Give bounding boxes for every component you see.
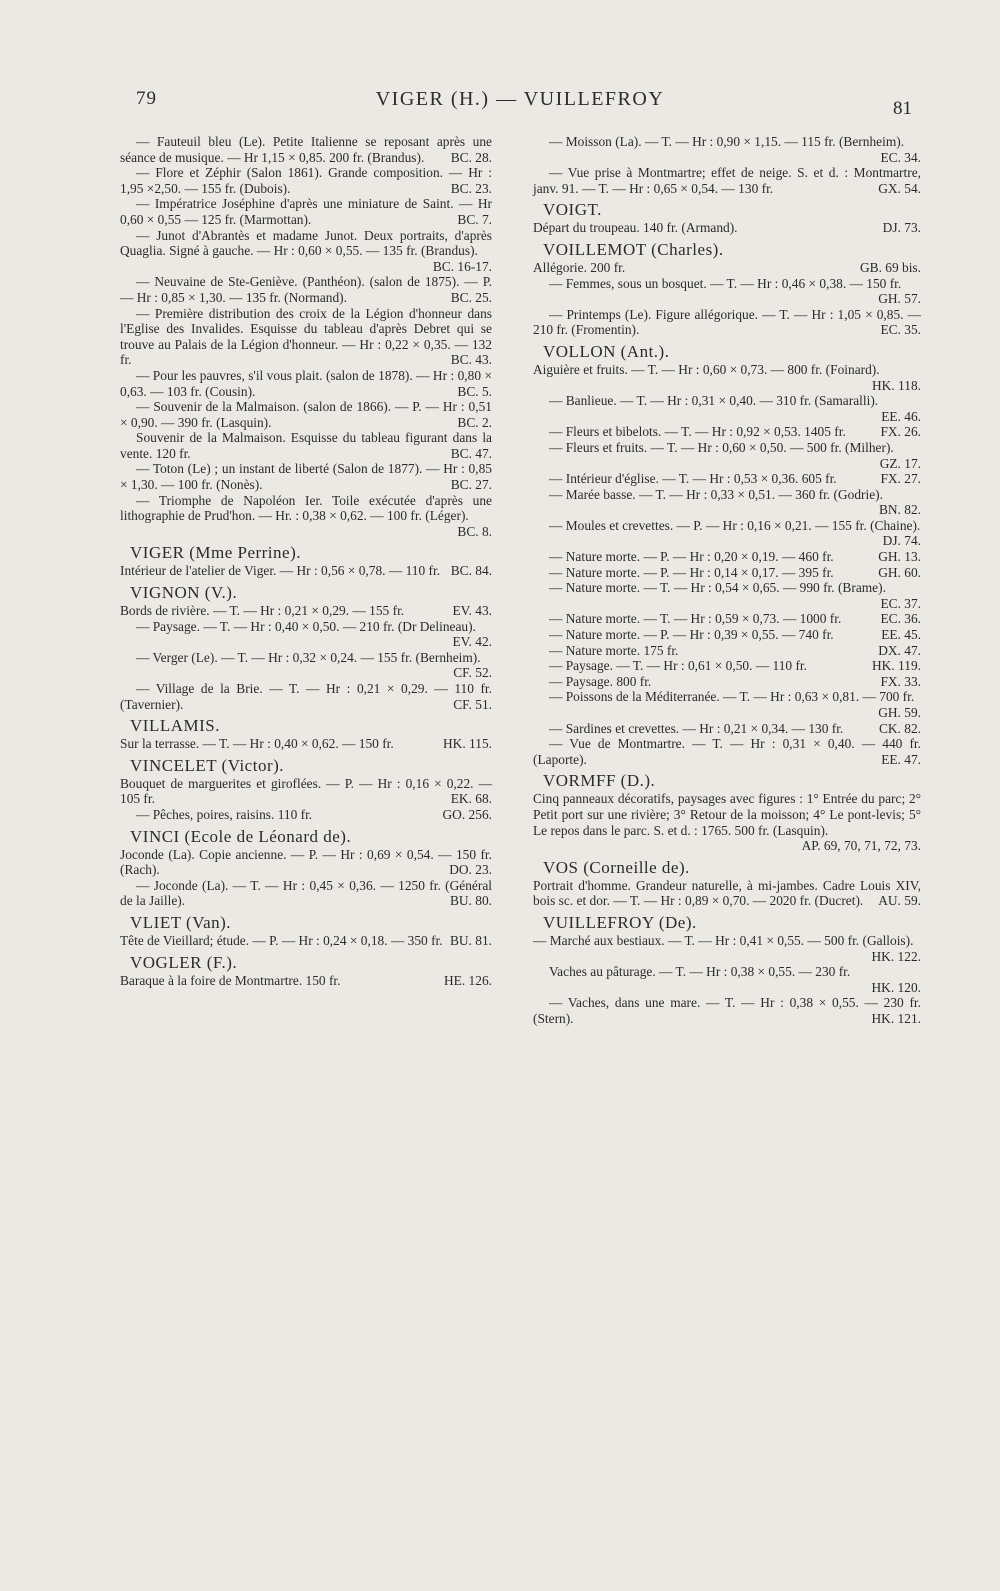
catalogue-entry (533, 471, 921, 487)
entry-text: Bords de rivière. — T. — Hr : 0,21 × 0,29. — 155 fr. (120, 603, 405, 619)
catalogue-entry (533, 424, 921, 440)
catalogue-entry (120, 650, 492, 681)
entry-text: Bouquet de marguerites et giroflées. — P. — Hr : 0,16 × 0,22. — 105 fr. (120, 775, 492, 807)
sale-reference: HK. 122. (871, 948, 921, 964)
entry-text: Sur la terrasse. — T. — Hr : 0,40 × 0,62. — 150 fr. (120, 736, 394, 752)
entry-text: — Moules et crevettes. — P. — Hr : 0,16 × 0,21. — 155 fr. (Chaine). (549, 517, 921, 533)
catalogue-entry (533, 674, 921, 690)
sale-reference: EC. 35. (880, 322, 921, 338)
entry-text: — Junot d'Abrantès et madame Junot. Deux portraits, d'après Quaglia. Signé à gauche. — Hr : 0,60 × 0,55. — 135 fr. (Brandus). (120, 227, 492, 259)
catalogue-entry (533, 721, 921, 737)
catalogue-entry (533, 627, 921, 643)
entry-text: — Village de la Brie. — T. — Hr : 0,21 × 0,29. — 110 fr. (Tavernier). (120, 681, 492, 712)
sale-reference: HK. 118. (872, 377, 921, 393)
sale-reference: BU. 81. (449, 932, 492, 948)
sale-reference: CK. 82. (878, 720, 921, 736)
catalogue-entry (533, 878, 921, 909)
catalogue-entry (533, 565, 921, 581)
entry-text: — Poissons de la Méditerranée. — T. — Hr : 0,63 × 0,81. — 700 fr. (549, 689, 915, 705)
left-column (120, 134, 492, 988)
page-number-left: 79 (136, 88, 157, 109)
entry-text: Aiguière et fruits. — T. — Hr : 0,60 × 0,73. — 800 fr. (Foinard). (533, 361, 880, 377)
page-number-right: 81 (893, 98, 912, 119)
sale-reference: BC. 27. (450, 477, 492, 493)
sale-reference: GH. 60. (878, 564, 921, 580)
sale-reference: DO. 23. (449, 862, 492, 878)
entry-text: Souvenir de la Malmaison. Esquisse du tableau figurant dans la vente. 120 fr. (120, 430, 492, 461)
entry-text: — Intérieur d'église. — T. — Hr : 0,53 × 0,36. 605 fr. (549, 471, 837, 487)
catalogue-entry (120, 461, 492, 492)
catalogue-entry (533, 736, 921, 767)
catalogue-entry (533, 393, 921, 424)
entry-text: Baraque à la foire de Montmartre. 150 fr. (120, 972, 341, 988)
sale-reference: BU. 80. (449, 893, 492, 909)
sale-reference: EV. 42. (452, 634, 492, 650)
sale-reference: DJ. 74. (882, 533, 921, 549)
sale-reference: GH. 13. (878, 549, 921, 565)
catalogue-entry (533, 362, 921, 393)
entry-text: — Nature morte. — P. — Hr : 0,39 × 0,55. — 740 fr. (549, 627, 834, 643)
entry-text: — Pour les pauvres, s'il vous plait. (salon de 1878). — Hr : 0,80 × 0,63. — 103 fr. (Cousin). (120, 367, 492, 399)
entry-text: — Femmes, sous un bosquet. — T. — Hr : 0,46 × 0,38. — 150 fr. (549, 275, 902, 291)
artist-heading: VIGER (Mme Perrine). (130, 543, 301, 563)
entry-text: — Fleurs et fruits. — T. — Hr : 0,60 × 0,50. — 500 fr. (Milher). (549, 439, 894, 455)
artist-heading: VINCELET (Victor). (130, 755, 285, 775)
sale-reference: FX. 26. (880, 424, 921, 440)
catalogue-entry (533, 995, 921, 1026)
sale-reference: GX. 54. (878, 180, 921, 196)
entry-text: — Impératrice Joséphine d'après une miniature de Saint. — Hr 0,60 × 0,55 — 125 fr. (Marmottan). (120, 196, 492, 227)
entry-text: — Marché aux bestiaux. — T. — Hr : 0,41 × 0,55. — 500 fr. (Gallois). (533, 932, 914, 948)
artist-heading: VOS (Corneille de). (543, 857, 690, 877)
sale-reference: HK. 121. (871, 1010, 921, 1026)
sale-reference: BC. 5. (457, 383, 492, 399)
catalogue-entry (120, 399, 492, 430)
catalogue-entry (120, 603, 492, 619)
sale-reference: GO. 256. (442, 806, 492, 822)
catalogue-entry (120, 776, 492, 807)
entry-text: Intérieur de l'atelier de Viger. — Hr : 0,56 × 0,78. — 110 fr. (120, 563, 441, 579)
sale-reference: GH. 57. (878, 291, 921, 307)
entry-text: — Paysage. — T. — Hr : 0,40 × 0,50. — 210 fr. (Dr Delineau). (136, 618, 476, 634)
sale-reference: HE. 126. (444, 972, 492, 988)
sale-reference: GB. 69 bis. (859, 259, 921, 275)
sale-reference: HK. 115. (443, 736, 492, 752)
entry-text: — Paysage. — T. — Hr : 0,61 × 0,50. — 110 fr. (549, 658, 807, 674)
catalogue-entry (533, 964, 921, 995)
sale-reference: BC. 8. (457, 523, 492, 539)
entry-text: — Neuvaine de Ste-Geniève. (Panthéon). (salon de 1875). — P. — Hr : 0,85 × 1,30. — 135 fr. (Normand). (120, 274, 492, 305)
entry-text: — Banlieue. — T. — Hr : 0,31 × 0,40. — 310 fr. (Samaralli). (549, 393, 879, 409)
entry-text: — Moisson (La). — T. — Hr : 0,90 × 1,15. — 115 fr. (Bernheim). (549, 134, 905, 149)
sale-reference: BC. 84. (450, 563, 492, 579)
entry-text: — Flore et Zéphir (Salon 1861). Grande composition. — Hr : 1,95 ×2,50. — 155 fr. (Dubois). (120, 165, 492, 196)
catalogue-entry (120, 878, 492, 909)
catalogue-entry (120, 134, 492, 165)
artist-heading: VOLLON (Ant.). (543, 341, 670, 361)
catalogue-entry (120, 681, 492, 712)
artist-heading: VOIGT. (543, 200, 602, 220)
entry-text: Cinq panneaux décoratifs, paysages avec figures : 1° Entrée du parc; 2° Petit port sur une rivière; 3° Retour de la moisson; 4° Le pont-levis; 5° Le repos dans le parc. S. et d. : 1765. 500 fr. (Lasquin). (533, 791, 921, 838)
sale-reference: FX. 33. (880, 673, 921, 689)
catalogue-entry (533, 134, 921, 165)
catalogue-entry (533, 689, 921, 720)
catalogue-entry (533, 440, 921, 471)
catalogue-entry (120, 368, 492, 399)
entry-text: — Nature morte. — P. — Hr : 0,14 × 0,17. — 395 fr. (549, 564, 834, 580)
artist-heading: VOGLER (F.). (130, 952, 238, 972)
entry-text: — Vue prise à Montmartre; effet de neige. S. et d. : Montmartre, janv. 91. — T. — Hr : 0,65 × 0,54. — 130 fr. (533, 165, 921, 196)
catalogue-entry (533, 260, 921, 276)
entry-text: — Pêches, poires, raisins. 110 fr. (136, 806, 313, 822)
artist-heading: VORMFF (D.). (543, 771, 656, 791)
sale-reference: EK. 68. (450, 791, 492, 807)
sale-reference: BC. 23. (450, 180, 492, 196)
catalogue-entry (120, 563, 492, 579)
entry-text: — Nature morte. — T. — Hr : 0,59 × 0,73. — 1000 fr. (549, 611, 842, 627)
entry-text: — Marée basse. — T. — Hr : 0,33 × 0,51. — 360 fr. (Godrie). (549, 486, 883, 502)
sale-reference: EV. 43. (452, 603, 492, 619)
sale-reference: DX. 47. (878, 642, 921, 658)
catalogue-entry (533, 487, 921, 518)
artist-heading: VOILLEMOT (Charles). (543, 239, 724, 259)
sale-reference: EC. 34. (880, 149, 921, 165)
entry-text: — Nature morte. — T. — Hr : 0,54 × 0,65. — 990 fr. (Brame). (549, 580, 886, 596)
catalogue-entry (120, 430, 492, 461)
catalogue-entry (120, 196, 492, 227)
sale-reference: EE. 46. (881, 408, 921, 424)
entry-text: — Souvenir de la Malmaison. (salon de 1866). — P. — Hr : 0,51 × 0,90. — 390 fr. (Lasquin). (120, 399, 492, 430)
sale-reference: BC. 2. (457, 414, 492, 430)
catalogue-entry (120, 847, 492, 878)
entry-text: — Nature morte. — P. — Hr : 0,20 × 0,19. — 460 fr. (549, 549, 834, 565)
sale-reference: EE. 47. (881, 751, 921, 767)
sale-reference: BC. 28. (450, 149, 492, 165)
catalogue-entry (120, 274, 492, 305)
catalogue-entry (533, 165, 921, 196)
sale-reference: BC. 16-17. (432, 258, 492, 274)
sale-reference: BC. 43. (450, 352, 492, 368)
artist-heading: VIGNON (V.). (130, 583, 238, 603)
entry-text: — Triomphe de Napoléon Ier. Toile exécutée d'après une lithographie de Prud'hon. — Hr. : 0,38 × 0,62. — 100 fr. (Léger). (120, 492, 492, 524)
right-column (533, 134, 921, 1027)
sale-reference: CF. 51. (453, 696, 492, 712)
entry-text: — Fleurs et bibelots. — T. — Hr : 0,92 × 0,53. 1405 fr. (549, 424, 846, 440)
artist-heading: VINCI (Ecole de Léonard de). (130, 826, 352, 846)
entry-text: — Verger (Le). — T. — Hr : 0,32 × 0,24. — 155 fr. (Bernheim). (136, 649, 481, 665)
catalogue-entry (533, 643, 921, 659)
catalogue-entry (120, 807, 492, 823)
catalogue-entry (120, 165, 492, 196)
sale-reference: BN. 82. (878, 502, 921, 518)
entry-text: — Toton (Le) ; un instant de liberté (Salon de 1877). — Hr : 0,85 × 1,30. — 100 fr. (Nonès). (120, 461, 492, 493)
catalogue-entry (533, 220, 921, 236)
sale-reference: EC. 37. (880, 595, 921, 611)
sale-reference: GZ. 17. (879, 455, 921, 471)
sale-reference: HK. 119. (872, 658, 921, 674)
sale-reference: EE. 45. (881, 627, 921, 643)
entry-text: Portrait d'homme. Grandeur naturelle, à mi-jambes. Cadre Louis XIV, bois sc. et dor. — T. — Hr : 0,89 × 0,70. — 2020 fr. (Ducret). (533, 877, 921, 909)
sale-reference: EC. 36. (880, 611, 921, 627)
entry-text: — Paysage. 800 fr. (549, 673, 652, 689)
catalogue-entry (533, 658, 921, 674)
sale-reference: HK. 120. (871, 979, 921, 995)
catalogue-entry (120, 306, 492, 368)
catalogue-entry (120, 933, 492, 949)
entry-text: Vaches au pâturage. — T. — Hr : 0,38 × 0,55. — 230 fr. (549, 964, 851, 980)
sale-reference: BC. 25. (450, 289, 492, 305)
entry-text: — Nature morte. 175 fr. (549, 642, 679, 658)
catalogue-entry (533, 611, 921, 627)
catalogue-entry (533, 933, 921, 964)
sale-reference: BC. 7. (457, 211, 492, 227)
entry-text: Allégorie. 200 fr. (533, 259, 626, 275)
catalogue-entry (533, 549, 921, 565)
catalogue-entry (533, 276, 921, 307)
entry-text: — Sardines et crevettes. — Hr : 0,21 × 0,34. — 130 fr. (549, 720, 844, 736)
catalogue-entry (120, 493, 492, 540)
catalogue-entry (533, 791, 921, 853)
entry-text: Départ du troupeau. 140 fr. (Armand). (533, 220, 738, 236)
sale-reference: DJ. 73. (882, 220, 921, 236)
catalogue-entry (120, 228, 492, 275)
sale-reference: CF. 52. (453, 665, 492, 681)
entry-text: — Vaches, dans une mare. — T. — Hr : 0,38 × 0,55. — 230 fr. (Stern). (533, 995, 921, 1026)
catalogue-entry (120, 736, 492, 752)
running-title: VIGER (H.) — VUILLEFROY (375, 88, 665, 110)
catalogue-entry (533, 307, 921, 338)
sale-reference: BC. 47. (450, 445, 492, 461)
entry-text: — Première distribution des croix de la Légion d'honneur dans l'Eglise des Invalides. Esquisse du tableau d'après Debret qui se trouve au Palais de la Légion d'honneur. — Hr : 0,22 × 0,35. — 132 fr. (120, 305, 492, 368)
sale-reference: GH. 59. (878, 705, 921, 720)
page-header (128, 82, 912, 119)
sale-reference: AP. 69, 70, 71, 72, 73. (801, 838, 921, 854)
entry-text: — Printemps (Le). Figure allégorique. — T. — Hr : 1,05 × 0,85. — 210 fr. (Fromentin). (533, 306, 921, 338)
catalogue-entry (533, 518, 921, 549)
catalogue-entry (120, 973, 492, 989)
catalogue-entry (533, 580, 921, 611)
artist-heading: VILLAMIS. (130, 716, 220, 736)
entry-text: — Vue de Montmartre. — T. — Hr : 0,31 × 0,40. — 440 fr. (Laporte). (533, 736, 921, 767)
sale-reference: AU. 59. (878, 893, 921, 909)
entry-text: — Joconde (La). — T. — Hr : 0,45 × 0,36. — 1250 fr. (Général de la Jaille). (120, 877, 492, 909)
entry-text: Joconde (La). Copie ancienne. — P. — Hr : 0,69 × 0,54. — 150 fr. (Rach). (120, 846, 492, 878)
entry-text: Tête de Vieillard; étude. — P. — Hr : 0,24 × 0,18. — 350 fr. (120, 932, 443, 948)
catalogue-entry (120, 619, 492, 650)
entry-text: — Fauteuil bleu (Le). Petite Italienne se reposant après une séance de musique. — Hr 1,15 × 0,85. 200 fr. (Brandus). (120, 134, 492, 165)
artist-heading: VLIET (Van). (130, 912, 232, 932)
sale-reference: FX. 27. (880, 471, 921, 487)
artist-heading: VUILLEFROY (De). (543, 912, 697, 932)
